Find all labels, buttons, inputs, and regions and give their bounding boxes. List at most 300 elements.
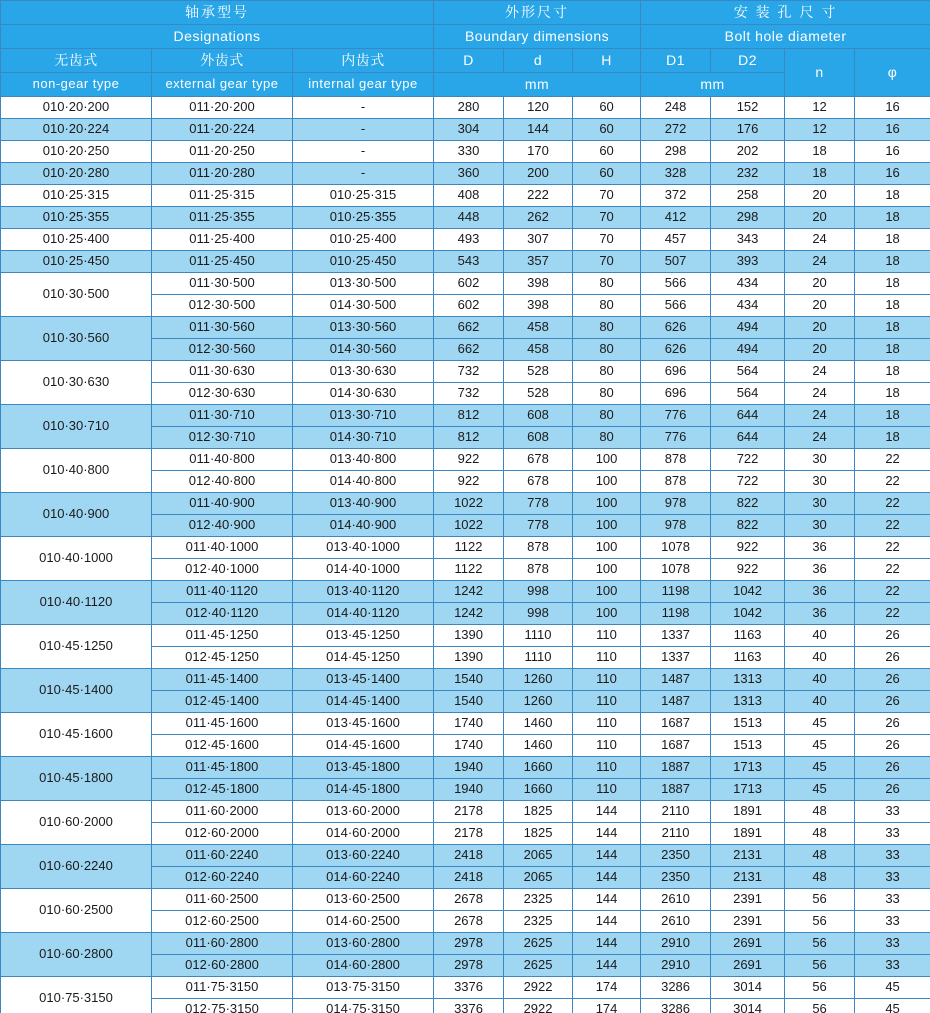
- cell-D2: 343: [711, 229, 785, 251]
- cell-H: 144: [573, 801, 641, 823]
- cell-D2: 2691: [711, 933, 785, 955]
- cell-n: 24: [785, 383, 855, 405]
- cell-phi: 22: [855, 603, 930, 625]
- cell-n: 40: [785, 625, 855, 647]
- cell-d: 528: [504, 383, 573, 405]
- cell-D: 1022: [434, 515, 504, 537]
- cell-D2: 176: [711, 119, 785, 141]
- cell-d: 778: [504, 515, 573, 537]
- cell-ext: 011·60·2800: [152, 933, 293, 955]
- cell-n: 56: [785, 955, 855, 977]
- table-row: [1, 845, 930, 867]
- cell-D: 2978: [434, 933, 504, 955]
- cell-H: 60: [573, 141, 641, 163]
- cell-D: 1390: [434, 647, 504, 669]
- cell-n: 48: [785, 823, 855, 845]
- cell-n: 56: [785, 911, 855, 933]
- table-row: [1, 185, 930, 207]
- cell-ext: 011·45·1800: [152, 757, 293, 779]
- cell-phi: 16: [855, 119, 930, 141]
- cell-D1: 1337: [641, 625, 711, 647]
- cell-D2: 2391: [711, 889, 785, 911]
- header-designations-cn: 轴承型号: [1, 1, 434, 25]
- cell-D2: 393: [711, 251, 785, 273]
- cell-H: 110: [573, 691, 641, 713]
- table-row: [1, 141, 930, 163]
- cell-int: 013·40·900: [293, 493, 434, 515]
- cell-D: 922: [434, 471, 504, 493]
- cell-D1: 507: [641, 251, 711, 273]
- cell-d: 120: [504, 97, 573, 119]
- cell-d: 458: [504, 339, 573, 361]
- cell-D: 812: [434, 427, 504, 449]
- cell-ext: 012·60·2500: [152, 911, 293, 933]
- cell-D: 812: [434, 405, 504, 427]
- cell-n: 45: [785, 735, 855, 757]
- cell-phi: 26: [855, 735, 930, 757]
- table-row: [1, 933, 930, 955]
- cell-d: 1110: [504, 647, 573, 669]
- cell-int: -: [293, 163, 434, 185]
- cell-D1: 566: [641, 273, 711, 295]
- cell-ext: 012·60·2240: [152, 867, 293, 889]
- cell-ext: 012·60·2000: [152, 823, 293, 845]
- cell-non-gear-type: 010·75·3150: [1, 977, 152, 1013]
- header-externalgear-en: external gear type: [152, 73, 293, 97]
- cell-D: 3376: [434, 977, 504, 999]
- cell-non-gear-type: 010·30·710: [1, 405, 152, 449]
- cell-H: 144: [573, 911, 641, 933]
- cell-D1: 272: [641, 119, 711, 141]
- cell-H: 100: [573, 603, 641, 625]
- cell-ext: 012·40·1120: [152, 603, 293, 625]
- cell-D2: 1313: [711, 669, 785, 691]
- cell-phi: 16: [855, 97, 930, 119]
- cell-D2: 822: [711, 515, 785, 537]
- cell-D1: 626: [641, 339, 711, 361]
- cell-n: 30: [785, 471, 855, 493]
- cell-D: 1242: [434, 581, 504, 603]
- table-header: [1, 1, 930, 97]
- cell-phi: 26: [855, 647, 930, 669]
- cell-H: 174: [573, 977, 641, 999]
- cell-D: 732: [434, 361, 504, 383]
- cell-D1: 457: [641, 229, 711, 251]
- cell-non-gear-type: 010·25·315: [1, 185, 152, 207]
- cell-d: 2625: [504, 933, 573, 955]
- cell-D1: 328: [641, 163, 711, 185]
- cell-ext: 011·45·1250: [152, 625, 293, 647]
- cell-phi: 33: [855, 911, 930, 933]
- cell-phi: 22: [855, 559, 930, 581]
- cell-D1: 372: [641, 185, 711, 207]
- table-row: [1, 119, 930, 141]
- cell-D2: 722: [711, 449, 785, 471]
- cell-ext: 012·30·560: [152, 339, 293, 361]
- cell-non-gear-type: 010·30·560: [1, 317, 152, 361]
- cell-phi: 33: [855, 823, 930, 845]
- cell-D1: 2910: [641, 933, 711, 955]
- cell-ext: 011·40·800: [152, 449, 293, 471]
- cell-n: 56: [785, 977, 855, 999]
- cell-D1: 3286: [641, 999, 711, 1013]
- cell-phi: 26: [855, 669, 930, 691]
- cell-phi: 18: [855, 229, 930, 251]
- cell-D1: 1687: [641, 735, 711, 757]
- cell-n: 12: [785, 119, 855, 141]
- cell-D1: 2350: [641, 845, 711, 867]
- cell-ext: 011·20·200: [152, 97, 293, 119]
- cell-phi: 22: [855, 449, 930, 471]
- cell-D2: 1042: [711, 603, 785, 625]
- header-boundary-cn: 外形尺寸: [434, 1, 641, 25]
- cell-D1: 878: [641, 471, 711, 493]
- cell-n: 48: [785, 845, 855, 867]
- cell-n: 20: [785, 273, 855, 295]
- cell-H: 80: [573, 295, 641, 317]
- cell-int: 010·25·355: [293, 207, 434, 229]
- cell-D1: 2350: [641, 867, 711, 889]
- cell-D2: 1163: [711, 647, 785, 669]
- cell-non-gear-type: 010·20·250: [1, 141, 152, 163]
- cell-D2: 922: [711, 559, 785, 581]
- cell-H: 70: [573, 207, 641, 229]
- cell-D2: 434: [711, 295, 785, 317]
- cell-int: 013·40·1120: [293, 581, 434, 603]
- cell-D: 1540: [434, 691, 504, 713]
- cell-non-gear-type: 010·60·2500: [1, 889, 152, 933]
- cell-non-gear-type: 010·40·800: [1, 449, 152, 493]
- cell-H: 100: [573, 537, 641, 559]
- cell-n: 48: [785, 867, 855, 889]
- cell-H: 80: [573, 273, 641, 295]
- cell-phi: 18: [855, 383, 930, 405]
- cell-d: 200: [504, 163, 573, 185]
- cell-int: 013·30·630: [293, 361, 434, 383]
- cell-D1: 776: [641, 405, 711, 427]
- cell-int: 014·30·710: [293, 427, 434, 449]
- cell-ext: 011·30·710: [152, 405, 293, 427]
- cell-D1: 1078: [641, 559, 711, 581]
- cell-D: 1122: [434, 537, 504, 559]
- cell-int: 013·60·2000: [293, 801, 434, 823]
- cell-d: 1260: [504, 669, 573, 691]
- cell-D2: 1513: [711, 735, 785, 757]
- cell-D1: 2110: [641, 801, 711, 823]
- cell-d: 1460: [504, 713, 573, 735]
- cell-H: 100: [573, 449, 641, 471]
- cell-d: 170: [504, 141, 573, 163]
- cell-D: 304: [434, 119, 504, 141]
- cell-d: 678: [504, 449, 573, 471]
- header-internalgear-cn: 内齿式: [293, 49, 434, 73]
- cell-int: 014·45·1600: [293, 735, 434, 757]
- cell-non-gear-type: 010·45·1600: [1, 713, 152, 757]
- cell-D2: 494: [711, 317, 785, 339]
- cell-ext: 011·40·1000: [152, 537, 293, 559]
- table-row: [1, 581, 930, 603]
- cell-d: 1660: [504, 757, 573, 779]
- cell-non-gear-type: 010·45·1800: [1, 757, 152, 801]
- cell-phi: 45: [855, 977, 930, 999]
- cell-D: 1122: [434, 559, 504, 581]
- cell-int: 014·45·1800: [293, 779, 434, 801]
- cell-n: 24: [785, 361, 855, 383]
- cell-H: 80: [573, 427, 641, 449]
- header-internalgear-en: internal gear type: [293, 73, 434, 97]
- cell-d: 608: [504, 427, 573, 449]
- cell-phi: 22: [855, 471, 930, 493]
- cell-non-gear-type: 010·30·500: [1, 273, 152, 317]
- cell-ext: 011·60·2000: [152, 801, 293, 823]
- cell-D: 2678: [434, 911, 504, 933]
- cell-n: 56: [785, 889, 855, 911]
- cell-phi: 18: [855, 207, 930, 229]
- cell-non-gear-type: 010·25·400: [1, 229, 152, 251]
- cell-D: 2978: [434, 955, 504, 977]
- table-body: [1, 97, 930, 1013]
- header-H: H: [573, 49, 641, 73]
- cell-D2: 1042: [711, 581, 785, 603]
- cell-non-gear-type: 010·30·630: [1, 361, 152, 405]
- cell-D1: 248: [641, 97, 711, 119]
- cell-phi: 18: [855, 361, 930, 383]
- cell-D: 1390: [434, 625, 504, 647]
- cell-int: 013·45·1400: [293, 669, 434, 691]
- cell-phi: 16: [855, 163, 930, 185]
- cell-H: 80: [573, 361, 641, 383]
- cell-phi: 22: [855, 493, 930, 515]
- cell-D2: 564: [711, 383, 785, 405]
- cell-int: 013·60·2240: [293, 845, 434, 867]
- cell-n: 18: [785, 163, 855, 185]
- header-unit-bolthole: mm: [641, 73, 785, 97]
- cell-H: 144: [573, 933, 641, 955]
- header-bolthole-cn: 安 装 孔 尺 寸: [641, 1, 930, 25]
- cell-ext: 012·30·710: [152, 427, 293, 449]
- cell-n: 40: [785, 669, 855, 691]
- cell-D2: 3014: [711, 999, 785, 1013]
- cell-non-gear-type: 010·40·1000: [1, 537, 152, 581]
- cell-H: 110: [573, 735, 641, 757]
- cell-d: 307: [504, 229, 573, 251]
- header-designations-en: Designations: [1, 25, 434, 49]
- table-row: [1, 625, 930, 647]
- cell-phi: 26: [855, 779, 930, 801]
- cell-d: 1460: [504, 735, 573, 757]
- cell-H: 80: [573, 383, 641, 405]
- table-row: [1, 405, 930, 427]
- table-row: [1, 97, 930, 119]
- cell-D: 1540: [434, 669, 504, 691]
- table-row: [1, 449, 930, 471]
- cell-d: 222: [504, 185, 573, 207]
- cell-int: 014·75·3150: [293, 999, 434, 1013]
- cell-n: 30: [785, 449, 855, 471]
- cell-D1: 412: [641, 207, 711, 229]
- cell-ext: 012·45·1400: [152, 691, 293, 713]
- header-phi: φ: [855, 49, 930, 97]
- table-row: [1, 207, 930, 229]
- cell-non-gear-type: 010·60·2240: [1, 845, 152, 889]
- cell-phi: 26: [855, 691, 930, 713]
- cell-D2: 232: [711, 163, 785, 185]
- table-row: [1, 713, 930, 735]
- cell-D2: 258: [711, 185, 785, 207]
- cell-non-gear-type: 010·40·900: [1, 493, 152, 537]
- cell-int: 010·25·450: [293, 251, 434, 273]
- cell-D: 602: [434, 295, 504, 317]
- cell-ext: 011·25·355: [152, 207, 293, 229]
- cell-int: 014·40·800: [293, 471, 434, 493]
- cell-d: 678: [504, 471, 573, 493]
- cell-D1: 1078: [641, 537, 711, 559]
- cell-ext: 011·40·1120: [152, 581, 293, 603]
- cell-int: 014·30·560: [293, 339, 434, 361]
- cell-D2: 1313: [711, 691, 785, 713]
- cell-D: 543: [434, 251, 504, 273]
- cell-D1: 696: [641, 361, 711, 383]
- cell-D: 2178: [434, 823, 504, 845]
- cell-n: 20: [785, 295, 855, 317]
- header-d: d: [504, 49, 573, 73]
- cell-phi: 22: [855, 515, 930, 537]
- cell-ext: 011·30·500: [152, 273, 293, 295]
- cell-d: 1260: [504, 691, 573, 713]
- cell-d: 1660: [504, 779, 573, 801]
- cell-n: 30: [785, 493, 855, 515]
- cell-int: 013·30·500: [293, 273, 434, 295]
- header-D: D: [434, 49, 504, 73]
- cell-H: 110: [573, 625, 641, 647]
- cell-D1: 776: [641, 427, 711, 449]
- cell-phi: 33: [855, 845, 930, 867]
- cell-d: 1825: [504, 823, 573, 845]
- cell-d: 1110: [504, 625, 573, 647]
- cell-D2: 922: [711, 537, 785, 559]
- cell-D1: 1487: [641, 691, 711, 713]
- cell-ext: 011·20·250: [152, 141, 293, 163]
- table-row: [1, 889, 930, 911]
- cell-d: 608: [504, 405, 573, 427]
- cell-phi: 18: [855, 251, 930, 273]
- cell-ext: 012·45·1250: [152, 647, 293, 669]
- cell-D2: 644: [711, 405, 785, 427]
- cell-d: 1825: [504, 801, 573, 823]
- cell-n: 20: [785, 339, 855, 361]
- cell-D: 1242: [434, 603, 504, 625]
- cell-phi: 16: [855, 141, 930, 163]
- cell-ext: 012·45·1600: [152, 735, 293, 757]
- cell-int: 014·30·500: [293, 295, 434, 317]
- cell-H: 100: [573, 581, 641, 603]
- cell-n: 56: [785, 999, 855, 1013]
- cell-D2: 2131: [711, 867, 785, 889]
- cell-n: 36: [785, 537, 855, 559]
- cell-D1: 978: [641, 493, 711, 515]
- cell-non-gear-type: 010·20·280: [1, 163, 152, 185]
- header-row-sub-cn: [1, 49, 930, 73]
- cell-ext: 011·40·900: [152, 493, 293, 515]
- cell-D2: 1891: [711, 823, 785, 845]
- cell-H: 70: [573, 185, 641, 207]
- cell-ext: 011·45·1400: [152, 669, 293, 691]
- cell-phi: 18: [855, 273, 930, 295]
- cell-H: 70: [573, 251, 641, 273]
- cell-H: 100: [573, 493, 641, 515]
- cell-H: 110: [573, 647, 641, 669]
- cell-D2: 298: [711, 207, 785, 229]
- cell-phi: 22: [855, 537, 930, 559]
- header-row-group-cn: [1, 1, 930, 25]
- cell-d: 262: [504, 207, 573, 229]
- cell-non-gear-type: 010·60·2800: [1, 933, 152, 977]
- table-row: [1, 163, 930, 185]
- cell-D: 1740: [434, 713, 504, 735]
- table-row: [1, 757, 930, 779]
- cell-H: 80: [573, 405, 641, 427]
- cell-int: 014·60·2240: [293, 867, 434, 889]
- cell-int: 013·30·710: [293, 405, 434, 427]
- cell-D1: 1687: [641, 713, 711, 735]
- cell-non-gear-type: 010·45·1250: [1, 625, 152, 669]
- cell-D1: 978: [641, 515, 711, 537]
- cell-d: 398: [504, 273, 573, 295]
- cell-D: 1022: [434, 493, 504, 515]
- cell-H: 100: [573, 471, 641, 493]
- cell-int: 010·25·315: [293, 185, 434, 207]
- cell-int: 014·45·1250: [293, 647, 434, 669]
- cell-int: -: [293, 97, 434, 119]
- cell-int: 013·30·560: [293, 317, 434, 339]
- cell-ext: 011·30·630: [152, 361, 293, 383]
- cell-phi: 33: [855, 889, 930, 911]
- cell-D2: 722: [711, 471, 785, 493]
- table-row: [1, 493, 930, 515]
- cell-n: 20: [785, 207, 855, 229]
- header-externalgear-cn: 外齿式: [152, 49, 293, 73]
- cell-D1: 1198: [641, 581, 711, 603]
- cell-n: 24: [785, 405, 855, 427]
- cell-D2: 202: [711, 141, 785, 163]
- cell-int: 013·60·2800: [293, 933, 434, 955]
- cell-phi: 33: [855, 955, 930, 977]
- cell-D: 2178: [434, 801, 504, 823]
- cell-n: 36: [785, 603, 855, 625]
- cell-D1: 2910: [641, 955, 711, 977]
- cell-n: 12: [785, 97, 855, 119]
- cell-D: 408: [434, 185, 504, 207]
- cell-d: 998: [504, 603, 573, 625]
- cell-D: 1940: [434, 757, 504, 779]
- cell-D: 2418: [434, 867, 504, 889]
- cell-phi: 18: [855, 405, 930, 427]
- cell-D2: 494: [711, 339, 785, 361]
- cell-D: 1740: [434, 735, 504, 757]
- cell-H: 110: [573, 779, 641, 801]
- cell-phi: 18: [855, 317, 930, 339]
- cell-ext: 011·30·560: [152, 317, 293, 339]
- cell-D1: 1198: [641, 603, 711, 625]
- cell-ext: 011·25·315: [152, 185, 293, 207]
- cell-d: 2922: [504, 999, 573, 1013]
- cell-d: 2625: [504, 955, 573, 977]
- cell-phi: 18: [855, 339, 930, 361]
- cell-d: 528: [504, 361, 573, 383]
- cell-D2: 1713: [711, 757, 785, 779]
- cell-n: 45: [785, 779, 855, 801]
- cell-non-gear-type: 010·25·355: [1, 207, 152, 229]
